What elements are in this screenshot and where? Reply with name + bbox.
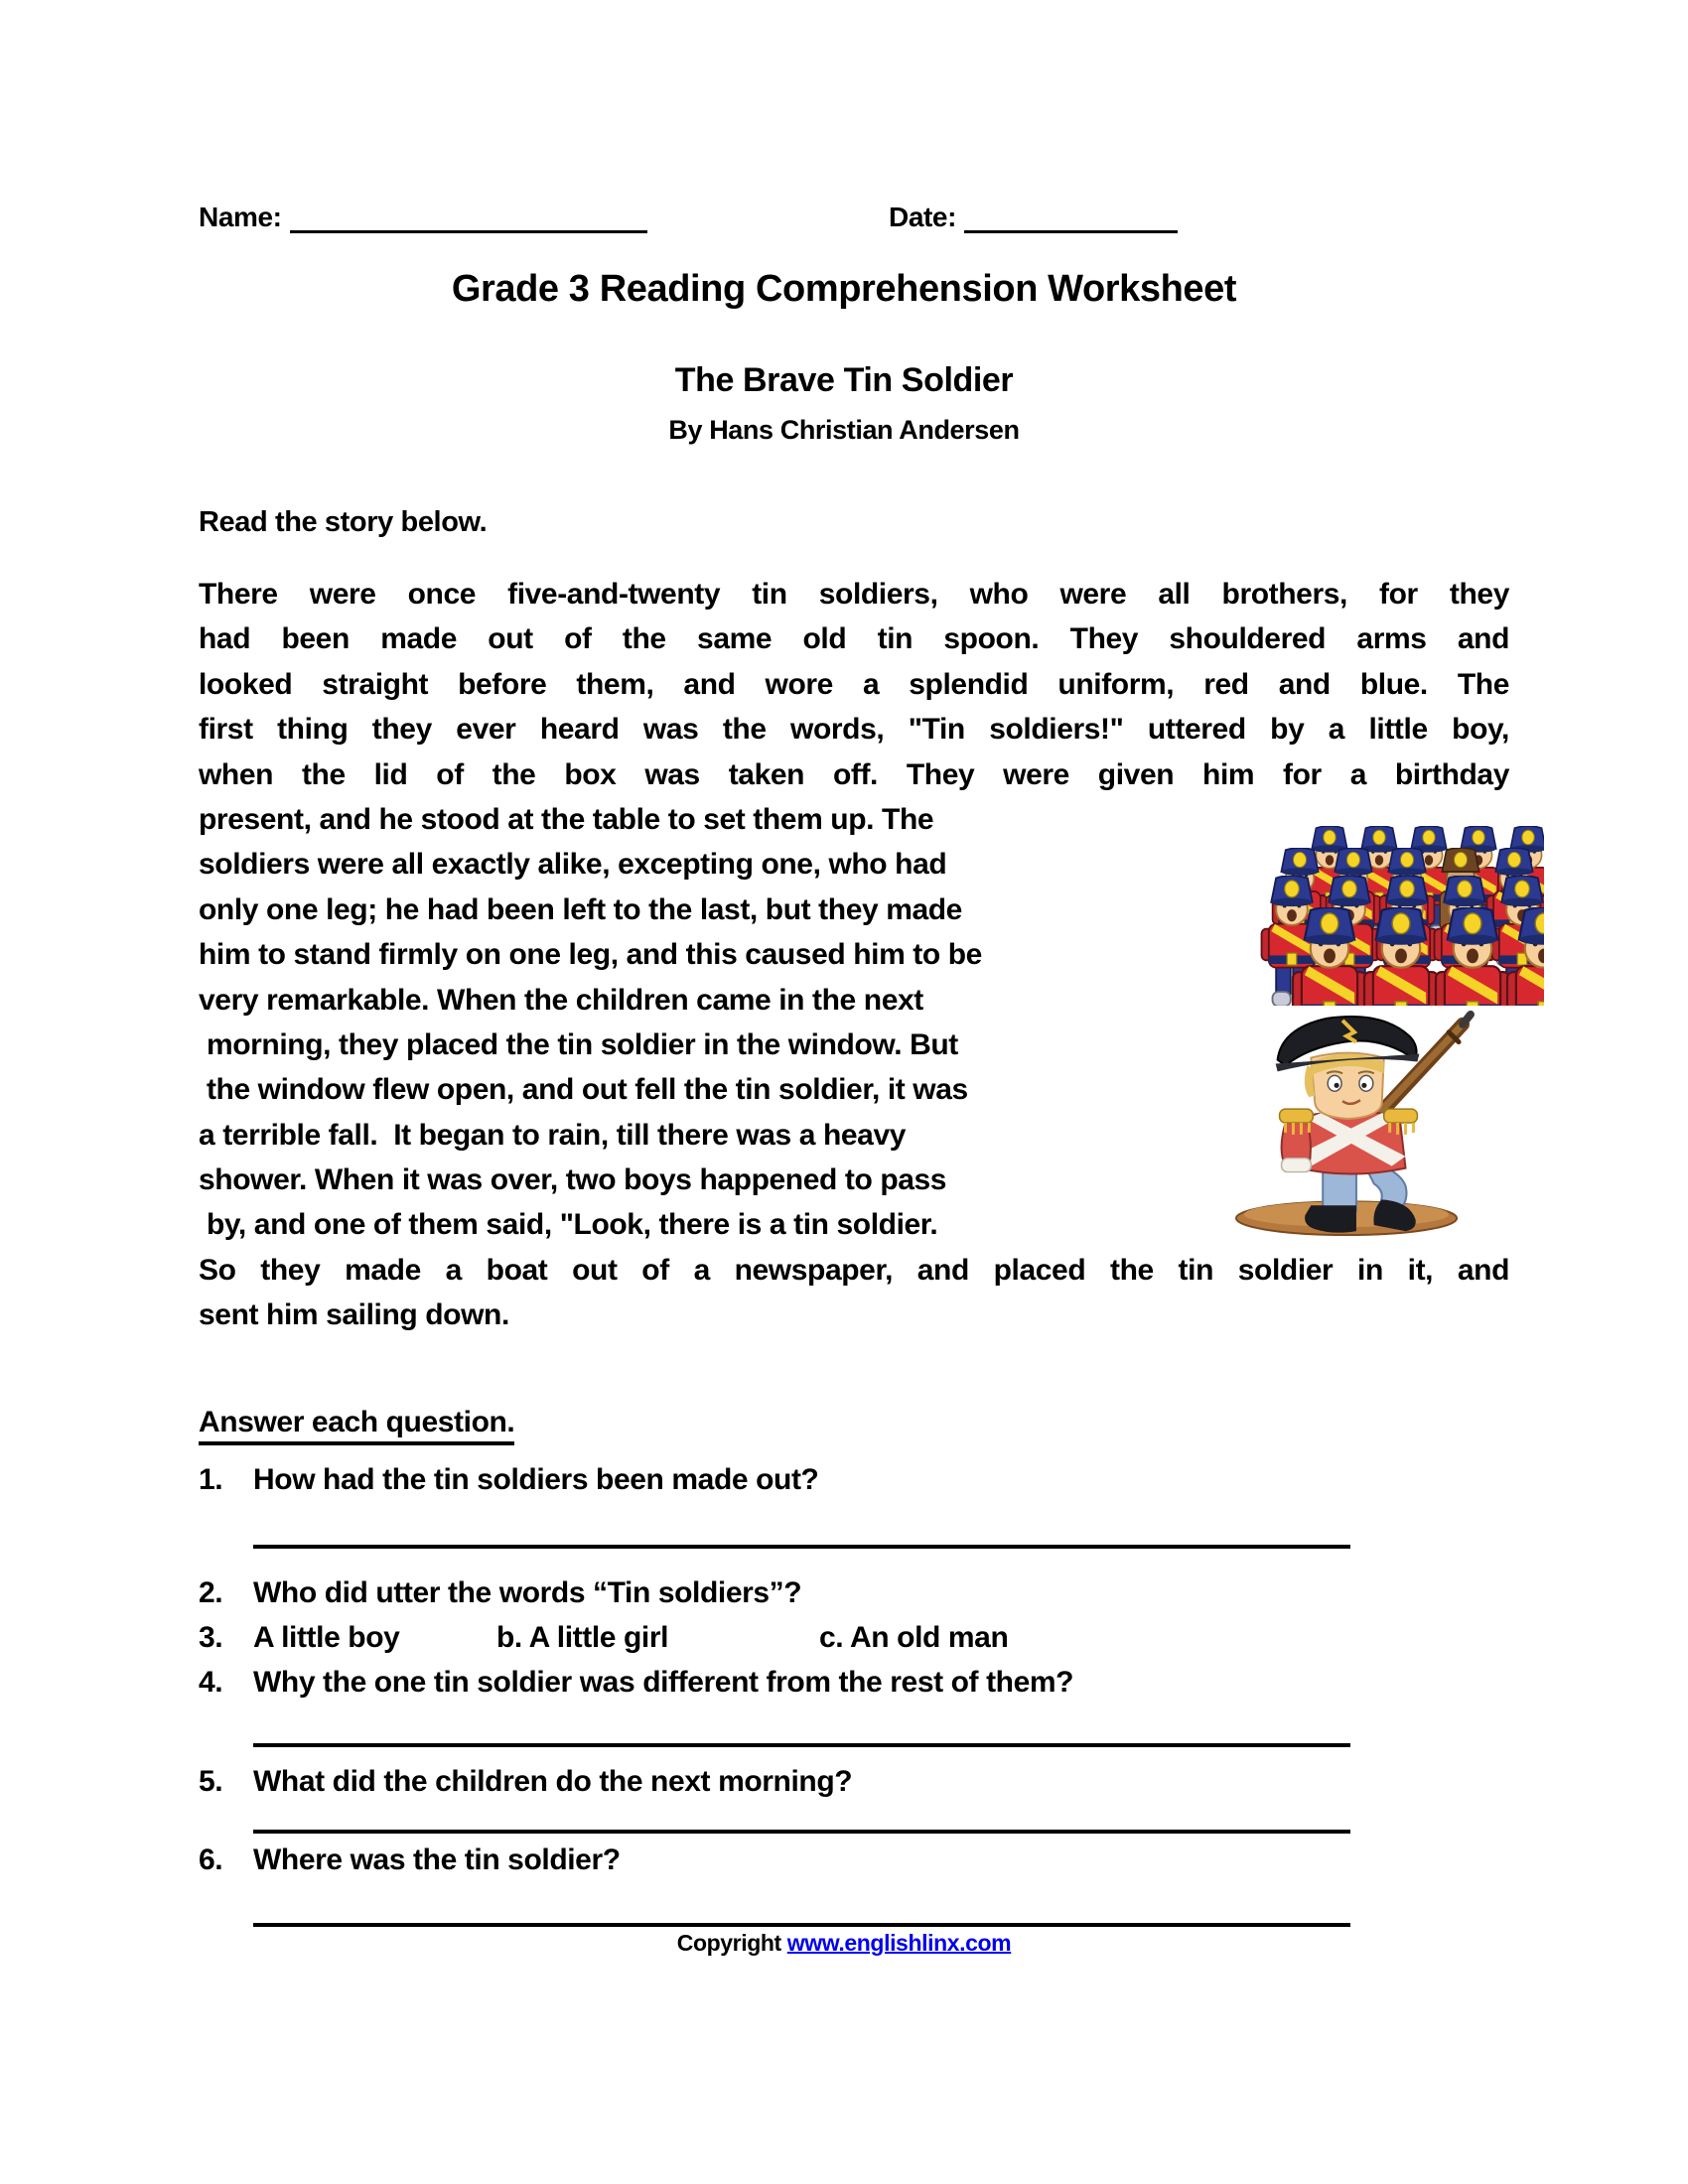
story-line: when the lid of the box was taken off. They were given him for a birthday [199, 757, 1509, 791]
page-title: Grade 3 Reading Comprehension Worksheet [451, 268, 1237, 310]
question-number: 6. [199, 1843, 223, 1876]
story-line: very remarkable. When the children came in the next [199, 983, 923, 1017]
story-title: The Brave Tin Soldier [674, 361, 1014, 399]
date-label: Date: [889, 202, 957, 232]
question-4 [199, 1666, 1509, 1700]
answer-line [253, 1923, 1350, 1927]
copyright-link[interactable]: www.englishlinx.com [786, 1930, 1012, 1956]
story-line: soldiers were all exactly alike, excepting one, who had [199, 848, 947, 882]
question-number: 4. [199, 1666, 223, 1699]
question-6 [199, 1843, 1509, 1877]
story-line: the window flew open, and out fell the tin soldier, it was [199, 1073, 968, 1107]
question-text: How had the tin soldiers been made out? [253, 1463, 819, 1496]
question-1 [199, 1463, 1509, 1497]
toy-soldier-group-image [1147, 812, 1544, 1006]
date-field [889, 201, 1178, 233]
question-2 [199, 1576, 1509, 1610]
answer-line [253, 1545, 1350, 1549]
answer-line [253, 1743, 1350, 1747]
story-line: first thing they ever heard was the words, "Tin soldiers!" uttered by a little boy, [199, 713, 1509, 747]
story-line: There were once five-and-twenty tin soldiers, who were all brothers, for they [199, 578, 1509, 611]
question-number: 1. [199, 1463, 223, 1496]
name-field [199, 201, 647, 233]
question-3 [199, 1621, 1509, 1659]
date-field-line [964, 201, 1178, 233]
question-text: Why the one tin soldier was different from the rest of them? [253, 1666, 1074, 1699]
question-text: Who did utter the words “Tin soldiers”? [253, 1576, 802, 1609]
story-line: a terrible fall. It began to rain, till there was a heavy [199, 1118, 907, 1152]
story-line: So they made a boat out of a newspaper, and placed the tin soldier in it, and [199, 1253, 1509, 1287]
option-b: b. A little girl [496, 1621, 669, 1654]
name-label: Name: [199, 202, 282, 232]
story-line: only one leg; he had been left to the last, but they made [199, 892, 962, 926]
story-illustration [1147, 812, 1564, 1254]
story-line: sent him sailing down. [199, 1298, 509, 1332]
option-c: c. An old man [819, 1621, 1009, 1654]
question-number: 2. [199, 1576, 223, 1609]
tin-soldier-image [1216, 1003, 1482, 1239]
story-line: by, and one of them said, "Look, there is a tin soldier. [199, 1208, 938, 1242]
story-instruction: Read the story below. [199, 506, 488, 538]
question-number: 5. [199, 1765, 223, 1798]
story-byline: By Hans Christian Andersen [668, 415, 1020, 445]
answer-line [253, 1830, 1350, 1834]
questions-heading: Answer each question. [199, 1406, 514, 1445]
story-line: shower. When it was over, two boys happened to pass [199, 1163, 947, 1197]
story-line: looked straight before them, and wore a splendid uniform, red and blue. The [199, 667, 1509, 701]
story-line: him to stand firmly on one leg, and this caused him to be [199, 938, 982, 972]
question-text: Where was the tin soldier? [253, 1843, 621, 1876]
question-options [253, 1621, 1509, 1659]
question-number: 3. [199, 1621, 223, 1654]
story-line: morning, they placed the tin soldier in the window. But [199, 1027, 958, 1061]
copyright-label: Copyright [676, 1930, 781, 1956]
copyright-line [0, 1930, 1688, 1957]
question-5 [199, 1765, 1509, 1799]
story-line: present, and he stood at the table to set them up. The [199, 802, 934, 836]
story-line: had been made out of the same old tin spoon. They shouldered arms and [199, 622, 1509, 656]
name-field-line [290, 201, 647, 233]
option-a: A little boy [253, 1621, 400, 1654]
question-text: What did the children do the next morning? [253, 1765, 853, 1798]
